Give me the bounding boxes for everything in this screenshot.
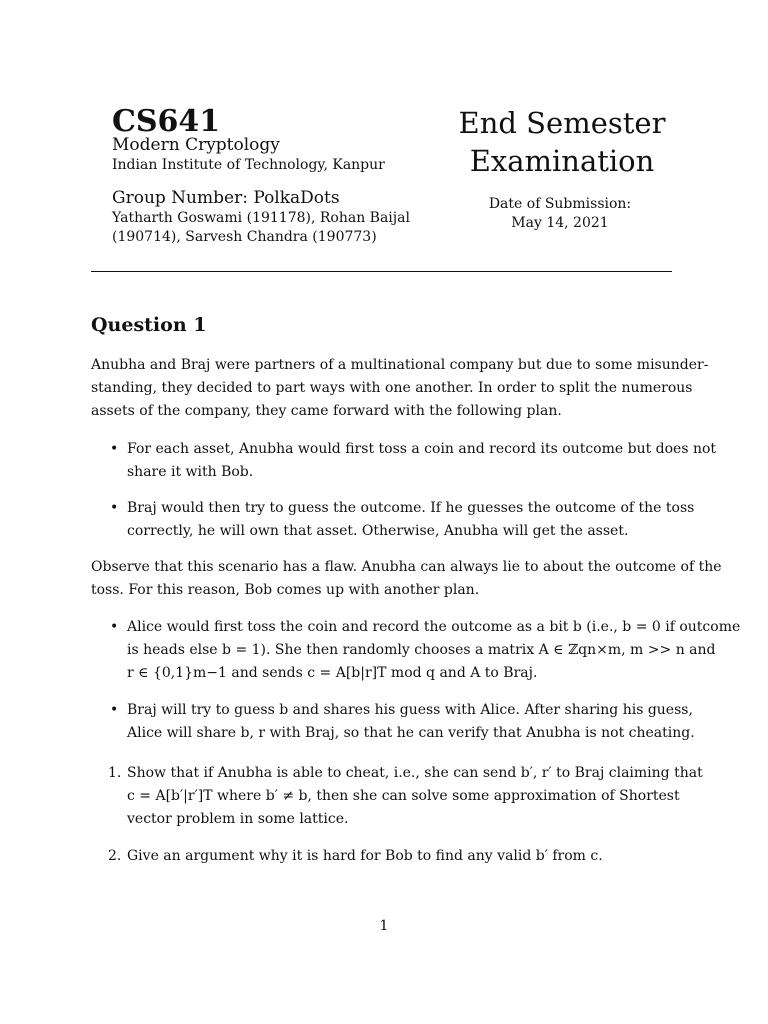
members-line: (190714), Sarvesh Chandra (190773) [112,229,377,245]
text-line: vector problem in some lattice. [127,811,349,827]
task-item [127,845,679,868]
task-number: 1. [108,765,122,781]
text-line: Alice would first toss the coin and record the outcome as a bit b (i.e., b = 0 if outcome [127,619,741,635]
text-line: correctly, he will own that asset. Otherwise, Anubha will get the asset. [127,523,629,539]
plan1-item [127,438,717,484]
text-line: assets of the company, they came forward with the following plan. [91,403,562,419]
text-line: Braj would then try to guess the outcome. If he guesses the outcome of the toss [127,500,695,516]
course-name: Modern Cryptology [112,135,280,155]
task-number: 2. [108,848,122,864]
text-line: toss. For this reason, Bob comes up with another plan. [91,582,480,598]
exam-title-line: End Semester [458,106,666,140]
text-line: is heads else b = 1). She then randomly chooses a matrix A ∈ ℤqn×m, m >> n and [127,642,716,658]
bullet-icon: • [110,500,119,516]
question-heading: Question 1 [91,314,207,336]
text-line: r ∈ {0,1}m−1 and sends c = A[b|r]T mod q and A to Braj. [127,665,538,681]
text-line: Observe that this scenario has a flaw. Anubha can always lie to about the outcome of the [91,559,722,575]
group-number: Group Number: PolkaDots [112,188,340,208]
text-line: Alice will share b, r with Braj, so that he can verify that Anubha is not cheating. [127,725,695,741]
text-line: c = A[b′|r′]T where b′ ≠ b, then she can solve some approximation of Shortest [127,788,680,804]
course-code: CS641 [112,104,221,139]
text-line: Anubha and Braj were partners of a multinational company but due to some misunder- [91,357,709,373]
plan1-item [127,497,695,543]
plan2-item [127,616,741,685]
text-line: Show that if Anubha is able to cheat, i.e., she can send b′, r′ to Braj claiming that [127,765,703,781]
institute: Indian Institute of Technology, Kanpur [112,157,385,173]
bullet-icon: • [110,619,119,635]
exam-title [452,104,672,180]
page-number: 1 [379,918,389,934]
members-line: Yatharth Goswami (191178), Rohan Baijal [112,210,410,226]
bullet-icon: • [110,702,119,718]
bullet-icon: • [110,441,119,457]
header-divider [91,271,672,272]
observe-paragraph [91,556,722,602]
date-value: May 14, 2021 [511,215,609,231]
submission-date [470,195,650,233]
text-line: For each asset, Anubha would first toss a coin and record its outcome but does not [127,441,717,457]
text-line: share it with Bob. [127,464,254,480]
text-line: standing, they decided to part ways with one another. In order to split the numerous [91,380,693,396]
plan2-item [127,699,695,745]
date-label: Date of Submission: [488,196,632,212]
task-item [127,762,703,831]
text-line: Give an argument why it is hard for Bob to find any valid b′ from c. [127,848,603,864]
exam-title-line: Examination [469,144,655,178]
text-line: Braj will try to guess b and shares his guess with Alice. After sharing his guess, [127,702,693,718]
intro-paragraph [91,354,709,423]
group-members [112,209,412,247]
